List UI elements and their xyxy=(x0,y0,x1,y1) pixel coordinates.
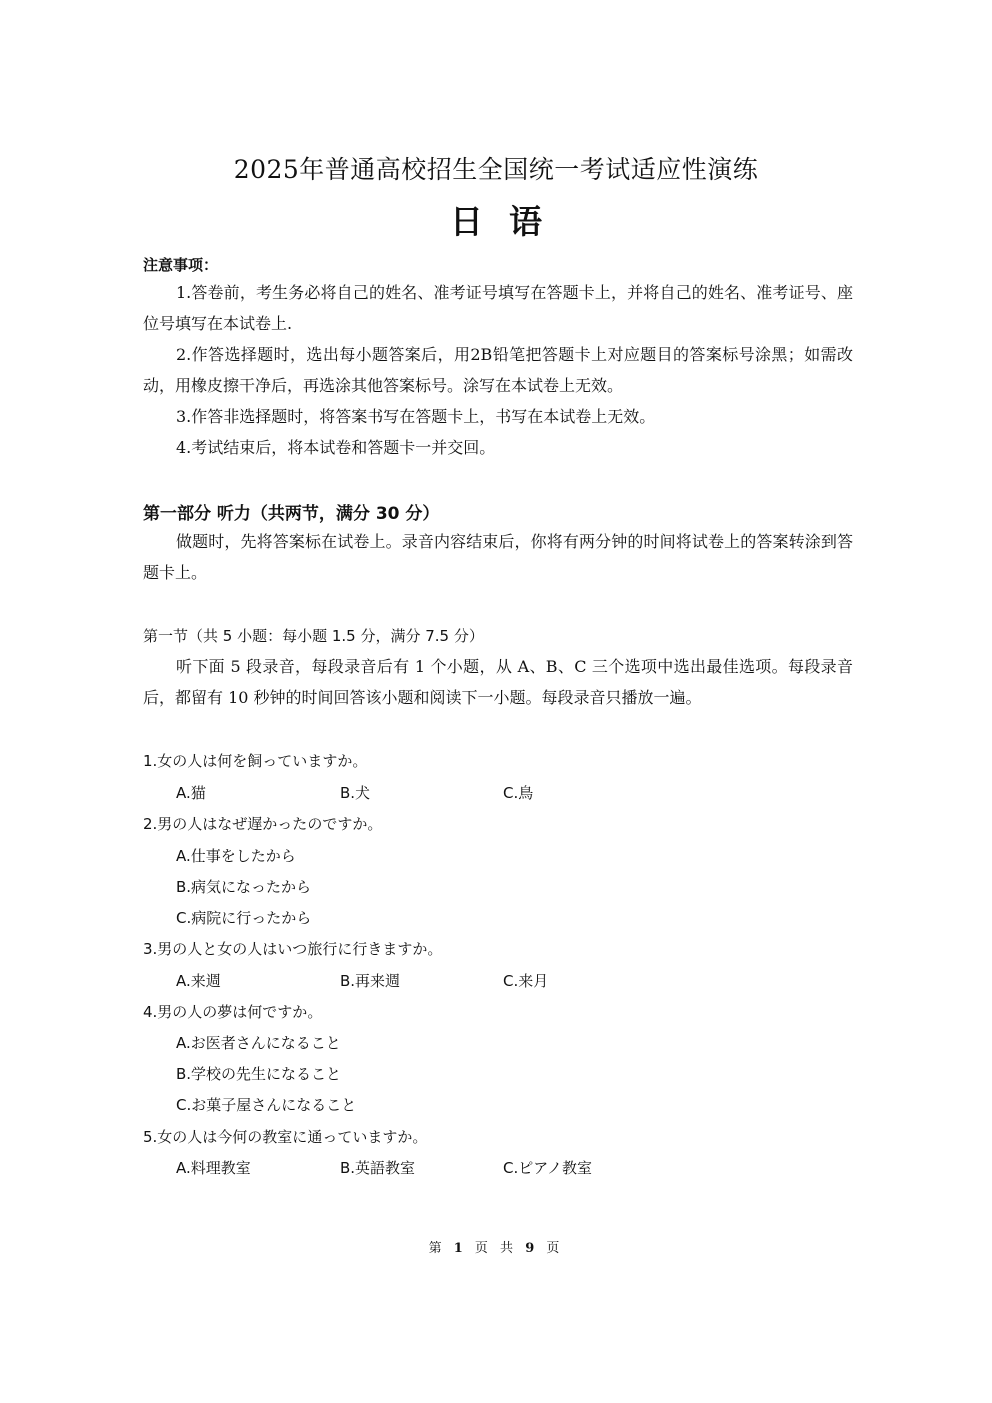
q1-option-a: A.猫 xyxy=(176,784,206,802)
notice-item-3: 3.作答非选择题时，将答案书写在答题卡上，书写在本试卷上无效。 xyxy=(176,407,656,426)
q5-option-c: C.ピアノ教室 xyxy=(503,1159,593,1177)
question-1: 1.女の人は何を飼っていますか。 xyxy=(143,752,368,770)
q2-option-a: A.仕事をしたから xyxy=(176,847,296,865)
q3-option-a: A.来週 xyxy=(176,972,221,990)
q4-option-b: B.学校の先生になること xyxy=(176,1065,342,1083)
footer-prefix: 第 xyxy=(428,1241,446,1256)
notice-item-1: 1.答卷前，考生务必将自己的姓名、准考证号填写在答题卡上，并将自己的姓名、准考证号、座位号填写在本试卷上. xyxy=(143,283,853,333)
question-3: 3.男の人と女の人はいつ旅行に行きますか。 xyxy=(143,940,443,958)
subject-title: 日语 xyxy=(450,202,568,241)
q4-option-c: C.お菓子屋さんになること xyxy=(176,1096,357,1114)
notice-item-2: 2.作答选择题时，选出每小题答案后，用2B铅笔把答题卡上对应题目的答案标号涂黑；如需改动，用橡皮擦干净后，再选涂其他答案标号。涂写在本试卷上无效。 xyxy=(143,345,853,395)
footer-current-page: 1 xyxy=(453,1241,467,1256)
footer-total-pages: 9 xyxy=(525,1241,539,1256)
q4-option-a: A.お医者さんになること xyxy=(176,1034,341,1052)
footer-middle: 页 共 xyxy=(474,1241,518,1256)
exam-title: 2025年普通高校招生全国统一考试适应性演练 xyxy=(233,155,759,184)
notice-item-4: 4.考试结束后，将本试卷和答题卡一并交回。 xyxy=(176,438,496,457)
q5-option-b: B.英語教室 xyxy=(340,1159,416,1177)
section1-heading: 第一节（共 5 小题：每小题 1.5 分，满分 7.5 分） xyxy=(143,627,484,645)
question-2: 2.男の人はなぜ遅かったのですか。 xyxy=(143,815,383,833)
q5-option-a: A.料理教室 xyxy=(176,1159,251,1177)
page-footer xyxy=(0,1237,992,1256)
section1-instruction: 听下面 5 段录音，每段录音后有 1 个小题，从 A、B、C 三个选项中选出最佳选项。每段录音后，都留有 10 秒钟的时间回答该小题和阅读下一小题。每段录音只播放一遍。 xyxy=(143,657,853,707)
part1-instruction: 做题时，先将答案标在试卷上。录音内容结束后，你将有两分钟的时间将试卷上的答案转涂到答题卡上。 xyxy=(143,532,853,582)
q3-option-c: C.来月 xyxy=(503,972,549,990)
q1-option-c: C.鳥 xyxy=(503,784,534,802)
notice-heading: 注意事项： xyxy=(143,256,219,274)
q1-option-b: B.犬 xyxy=(340,784,371,802)
part1-heading: 第一部分 听力（共两节，满分 30 分） xyxy=(143,504,440,524)
question-5: 5.女の人は今何の教室に通っていますか。 xyxy=(143,1128,428,1146)
q2-option-b: B.病気になったから xyxy=(176,878,312,896)
q2-option-c: C.病院に行ったから xyxy=(176,909,312,927)
question-4: 4.男の人の夢は何ですか。 xyxy=(143,1003,323,1021)
footer-suffix: 页 xyxy=(546,1241,564,1256)
q3-option-b: B.再来週 xyxy=(340,972,401,990)
